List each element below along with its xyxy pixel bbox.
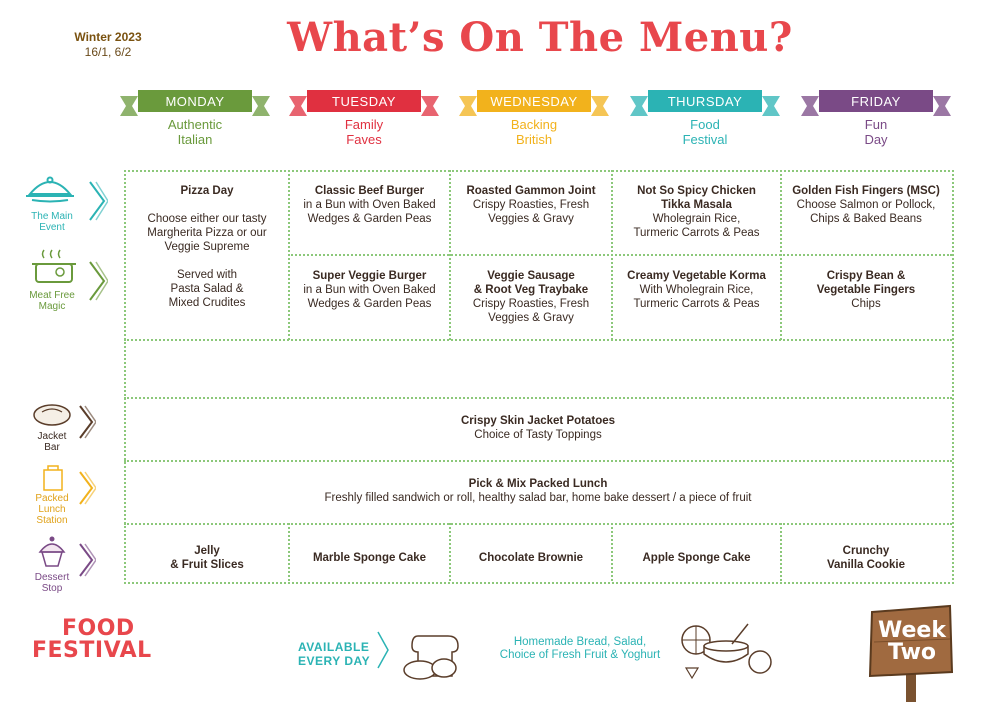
ribbon — [289, 90, 439, 116]
day-name: TUESDAY — [332, 94, 396, 109]
theme-line: Backing — [510, 117, 558, 132]
dish-detail: Margherita Pizza or our — [147, 227, 267, 239]
dish-name: Crunchy — [842, 545, 890, 557]
section-label-line: Packed — [35, 493, 69, 504]
dessert-friday — [782, 544, 950, 572]
day-theme — [459, 117, 609, 147]
dish-detail: Wedges & Garden Peas — [307, 213, 432, 225]
week-line: Week — [878, 618, 946, 643]
chevron-right-icon — [78, 542, 96, 583]
section-label-line: Station — [36, 515, 68, 526]
day-name: THURSDAY — [667, 94, 743, 109]
monday-main-cell — [126, 184, 288, 310]
grid-divider — [124, 460, 952, 462]
cooking-pot-icon — [28, 248, 80, 288]
dish-detail: Chips — [851, 298, 881, 310]
day-theme — [120, 117, 270, 147]
section-label-line: Stop — [41, 583, 63, 594]
bread-icon — [398, 626, 474, 682]
theme-line: Authentic — [167, 117, 223, 132]
section-label-line: Magic — [38, 301, 66, 312]
ribbon — [120, 90, 270, 116]
homemade-text — [470, 636, 690, 662]
day-theme — [801, 117, 951, 147]
section-label-main-event — [18, 211, 86, 233]
dish-name: Not So Spicy Chicken — [637, 185, 756, 197]
section-label-line: The Main — [31, 211, 73, 222]
theme-line: Day — [864, 132, 888, 147]
dish-detail: Veggies & Gravy — [488, 213, 574, 225]
lunch-bag-icon — [38, 462, 68, 492]
section-label-meat-free — [18, 290, 86, 312]
grid-divider — [124, 339, 952, 341]
dessert-tuesday — [290, 551, 449, 565]
food-festival-logo — [32, 618, 152, 662]
fruit-yoghurt-icon — [676, 618, 776, 684]
ribbon — [801, 90, 951, 116]
jacket-potato-icon — [30, 400, 74, 428]
dessert-thursday — [613, 551, 780, 565]
logo-line: FESTIVAL — [32, 638, 152, 663]
logo-line: FOOD — [62, 616, 135, 641]
day-name: WEDNESDAY — [490, 94, 578, 109]
chevron-right-icon — [376, 630, 390, 675]
meat-free-tuesday — [290, 269, 449, 311]
main-event-friday — [782, 184, 950, 226]
dish-detail: Choose Salmon or Pollock, — [796, 199, 936, 211]
dish-detail: Wholegrain Rice, — [652, 213, 741, 225]
dish-name: Roasted Gammon Joint — [466, 185, 596, 197]
page-title: What’s On The Menu? — [287, 14, 793, 61]
ribbon — [630, 90, 780, 116]
dish-name: Pizza Day — [180, 185, 234, 197]
homemade-line: Choice of Fresh Fruit & Yoghurt — [499, 649, 661, 661]
dish-name: Vanilla Cookie — [827, 559, 905, 571]
dish-name: Crispy Skin Jacket Potatoes — [460, 415, 616, 427]
dish-detail: Turmeric Carrots & Peas — [633, 298, 760, 310]
dish-detail: Veggie Supreme — [164, 241, 250, 253]
season-dates: 16/1, 6/2 — [84, 45, 132, 59]
dessert-monday — [126, 544, 288, 572]
dish-name: Creamy Vegetable Korma — [627, 270, 766, 282]
chevron-right-icon — [88, 180, 108, 227]
section-label-line: Event — [39, 222, 65, 233]
available-line: EVERY DAY — [298, 654, 371, 668]
grid-divider — [288, 254, 952, 256]
dish-name: Vegetable Fingers — [816, 284, 916, 296]
section-label-line: Jacket — [37, 431, 67, 442]
main-event-wednesday — [451, 184, 611, 226]
day-header-monday — [120, 90, 270, 147]
available-line: AVAILABLE — [298, 640, 370, 654]
section-label-packed-lunch — [24, 493, 80, 526]
meat-free-thursday — [613, 269, 780, 311]
dish-detail: Turmeric Carrots & Peas — [633, 227, 760, 239]
packed-lunch-cell — [126, 477, 950, 505]
day-theme — [630, 117, 780, 147]
dish-detail: Crispy Roasties, Fresh — [472, 298, 590, 310]
theme-line: Faves — [346, 132, 382, 147]
day-name: MONDAY — [165, 94, 225, 109]
section-label-line: Meat Free — [29, 290, 75, 301]
section-label-line: Dessert — [34, 572, 70, 583]
dish-name: Crispy Bean & — [826, 270, 906, 282]
meat-free-friday — [782, 269, 950, 311]
jacket-bar-cell — [126, 414, 950, 442]
season-label — [58, 30, 158, 60]
dish-detail: Pasta Salad & — [170, 283, 244, 295]
theme-line: Food — [690, 117, 720, 132]
dish-detail: Chips & Baked Beans — [810, 213, 922, 225]
homemade-line: Homemade Bread, Salad, — [513, 636, 647, 648]
section-label-jacket-bar — [24, 431, 80, 453]
main-event-tuesday — [290, 184, 449, 226]
cloche-icon — [22, 172, 78, 202]
dish-name: Veggie Sausage — [487, 270, 575, 282]
dish-name: Classic Beef Burger — [314, 185, 425, 197]
dish-name: Tikka Masala — [661, 199, 732, 211]
grid-divider — [124, 523, 952, 525]
day-header-wednesday — [459, 90, 609, 147]
day-theme — [289, 117, 439, 147]
chevron-right-icon — [78, 470, 96, 511]
dish-detail: With Wholegrain Rice, — [639, 284, 754, 296]
dish-name: Chocolate Brownie — [478, 552, 584, 564]
section-label-dessert-stop — [24, 572, 80, 594]
ribbon — [459, 90, 609, 116]
section-label-line: Lunch — [38, 504, 66, 515]
dish-name: & Fruit Slices — [170, 559, 244, 571]
dish-detail: Mixed Crudites — [168, 297, 246, 309]
season-name: Winter 2023 — [74, 30, 142, 44]
grid-divider — [124, 397, 952, 399]
dish-name: Jelly — [194, 545, 220, 557]
dish-detail: Served with — [176, 269, 238, 281]
day-header-thursday — [630, 90, 780, 147]
dish-name: Super Veggie Burger — [312, 270, 427, 282]
dessert-wednesday — [451, 551, 611, 565]
dish-detail: in a Bun with Oven Baked — [303, 199, 436, 211]
dish-name: Marble Sponge Cake — [312, 552, 427, 564]
theme-line: Fun — [864, 117, 888, 132]
available-every-day — [298, 640, 370, 668]
week-line: Two — [887, 640, 937, 665]
dish-name: Pick & Mix Packed Lunch — [468, 478, 608, 490]
dish-name: & Root Veg Traybake — [473, 284, 589, 296]
dish-detail: Veggies & Gravy — [488, 312, 574, 324]
theme-line: British — [515, 132, 553, 147]
main-event-thursday — [613, 184, 780, 240]
dish-detail: Freshly filled sandwich or roll, healthy salad bar, home bake dessert / a piece of fruit — [324, 492, 752, 504]
theme-line: Festival — [682, 132, 728, 147]
chevron-right-icon — [78, 404, 96, 445]
dish-name: Golden Fish Fingers (MSC) — [792, 185, 940, 197]
chevron-right-icon — [88, 260, 108, 307]
dish-detail: in a Bun with Oven Baked — [303, 284, 436, 296]
dish-detail: Choice of Tasty Toppings — [474, 429, 602, 441]
week-sign — [866, 602, 956, 702]
day-header-tuesday — [289, 90, 439, 147]
dish-detail: Wedges & Garden Peas — [307, 298, 432, 310]
day-header-friday — [801, 90, 951, 147]
meat-free-wednesday — [451, 269, 611, 325]
dish-detail: Crispy Roasties, Fresh — [472, 199, 590, 211]
dish-detail: Choose either our tasty — [147, 213, 267, 225]
day-name: FRIDAY — [851, 94, 901, 109]
week-label — [874, 620, 950, 664]
dish-name: Apple Sponge Cake — [642, 552, 751, 564]
section-label-line: Bar — [44, 442, 60, 453]
theme-line: Italian — [177, 132, 213, 147]
cupcake-icon — [34, 534, 70, 570]
theme-line: Family — [344, 117, 384, 132]
